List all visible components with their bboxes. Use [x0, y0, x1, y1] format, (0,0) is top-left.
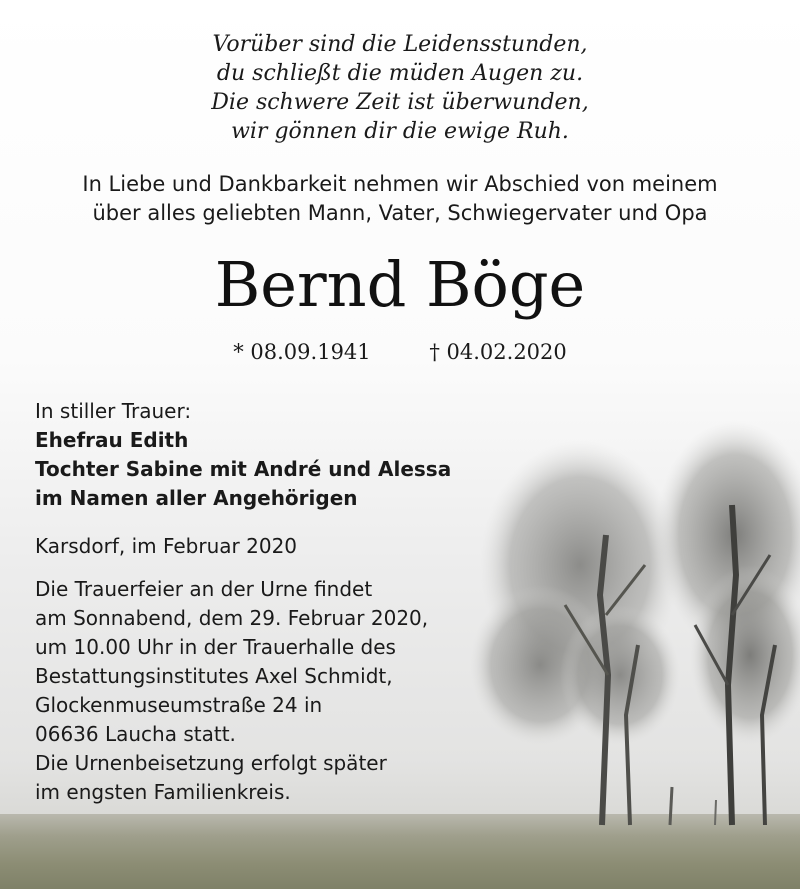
funeral-line: um 10.00 Uhr in der Trauerhalle des [35, 635, 396, 659]
misty-trees-illustration [470, 415, 800, 835]
funeral-details [35, 575, 428, 807]
mourner-name: im Namen aller Angehörigen [35, 486, 358, 510]
life-dates [0, 337, 800, 367]
deceased-name: Bernd Böge [214, 248, 586, 321]
mourners-heading: In stiller Trauer: [35, 399, 192, 423]
funeral-line: Glockenmuseumstraße 24 in [35, 693, 323, 717]
verse-line: Die schwere Zeit ist überwunden, [211, 90, 589, 115]
mourners-block [35, 397, 451, 513]
memorial-verse [0, 30, 800, 146]
funeral-line: 06636 Laucha statt. [35, 722, 236, 746]
verse-line: Vorüber sind die Leidensstunden, [212, 32, 588, 57]
funeral-line: Die Trauerfeier an der Urne findet [35, 577, 373, 601]
verse-line: du schließt die müden Augen zu. [216, 61, 584, 86]
farewell-intro [0, 170, 800, 228]
intro-line: In Liebe und Dankbarkeit nehmen wir Abschied von meinem [82, 172, 718, 196]
funeral-line: am Sonnabend, dem 29. Februar 2020, [35, 606, 429, 630]
funeral-line: im engsten Familienkreis. [35, 780, 291, 804]
funeral-line: Bestattungsinstitutes Axel Schmidt, [35, 664, 393, 688]
mourner-name: Ehefrau Edith [35, 428, 189, 452]
place-and-date: Karsdorf, im Februar 2020 [35, 534, 298, 558]
death-date: † 04.02.2020 [429, 340, 567, 364]
verse-line: wir gönnen dir die ewige Ruh. [231, 119, 569, 144]
birth-date: * 08.09.1941 [233, 340, 371, 364]
funeral-line: Die Urnenbeisetzung erfolgt später [35, 751, 387, 775]
mourner-name: Tochter Sabine mit André und Alessa [35, 457, 452, 481]
intro-line: über alles geliebten Mann, Vater, Schwiegervater und Opa [92, 201, 708, 225]
